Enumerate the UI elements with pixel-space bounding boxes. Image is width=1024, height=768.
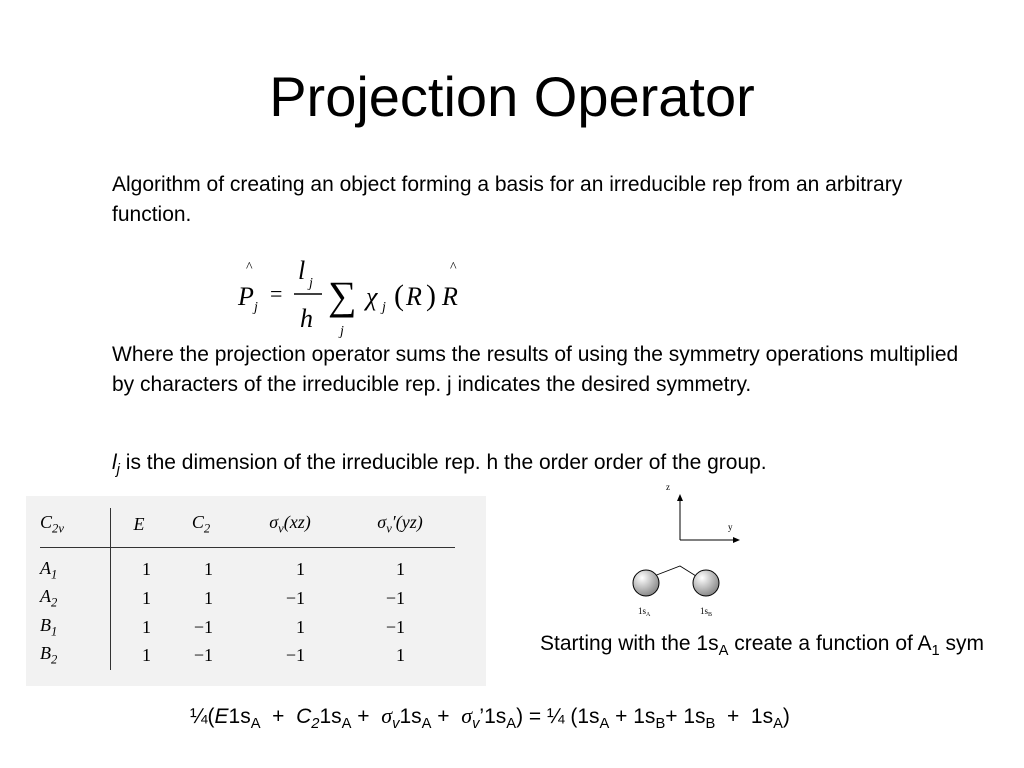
row-label-b1: $B_1$	[40, 613, 111, 642]
table-row	[40, 641, 455, 670]
col-header-sigma-v-xz: $\sigma_v(xz)$	[235, 508, 345, 547]
chi-symbol: χ	[366, 282, 378, 311]
group-header: $C_{2v}$	[40, 508, 111, 547]
projection-formula	[232, 253, 492, 343]
row-label-a1: $A_1$	[40, 547, 111, 584]
left-paren: (	[394, 279, 404, 312]
l-numerator: l	[298, 256, 306, 285]
table-cell: 1	[396, 559, 405, 580]
h-denominator: h	[300, 304, 313, 333]
table-row	[40, 547, 455, 584]
right-paren: )	[426, 279, 436, 312]
table-cell: 1	[204, 587, 213, 608]
table-cell: 1	[396, 645, 405, 666]
slide-title: Projection Operator	[269, 65, 755, 128]
table-cell: −1	[285, 645, 305, 666]
orbital-a-label: $1s_A$	[638, 606, 651, 618]
r-symbol: R	[406, 282, 422, 311]
orbital-b-label: $1s_B$	[700, 606, 713, 618]
z-arrow-icon	[677, 494, 683, 501]
table-row	[40, 613, 455, 642]
dimension-note	[112, 448, 972, 485]
dimension-note-text: is the dimension of the irreducible rep. h the order order of the group.	[119, 451, 767, 474]
table-cell: 1	[142, 587, 151, 608]
col-header-e: E	[111, 508, 168, 547]
r-hat: ^	[450, 260, 457, 275]
table-cell: −1	[385, 587, 405, 608]
r-operator: R	[442, 282, 458, 311]
col-header-sigma-v-prime-yz: $\sigma_v'(yz)$	[345, 508, 455, 547]
col-header-c2: $C_2$	[167, 508, 235, 547]
table-cell: −1	[193, 645, 213, 666]
table-cell: 1	[142, 559, 151, 580]
table-cell: 1	[296, 616, 305, 637]
p-symbol: P	[238, 282, 254, 311]
p-hat: ^	[246, 260, 253, 275]
molecule-diagram	[618, 480, 758, 620]
sum-subscript: j	[340, 324, 344, 339]
intro-text: Algorithm of creating an object forming a basis for an irreducible rep from an arbitrary function.	[112, 173, 903, 226]
y-axis-label: y	[728, 522, 733, 532]
j-subscript: j	[116, 462, 120, 479]
character-table	[40, 508, 455, 670]
row-label-a2: $A_2$	[40, 584, 111, 613]
l-variable: l	[112, 451, 117, 474]
equals-sign: =	[270, 281, 283, 306]
table-cell: −1	[385, 616, 405, 637]
table-cell: −1	[193, 616, 213, 637]
atom-a	[633, 570, 659, 596]
table-row	[40, 584, 455, 613]
table-cell: −1	[285, 587, 305, 608]
table-cell: 1	[204, 559, 213, 580]
z-axis-label: z	[666, 482, 670, 492]
bond-line	[654, 566, 696, 576]
chi-subscript: j	[382, 300, 386, 315]
row-label-b2: $B_2$	[40, 641, 111, 670]
l-subscript: j	[309, 276, 313, 291]
y-arrow-icon	[733, 537, 740, 543]
starting-text: Starting with the $1s_A$ create a function of $A_1$ sym	[540, 632, 985, 660]
p-subscript: j	[254, 300, 258, 315]
sum-symbol: ∑	[328, 273, 357, 318]
table-cell: 1	[142, 645, 151, 666]
table-cell: 1	[296, 559, 305, 580]
atom-b	[693, 570, 719, 596]
projection-result-equation: $\frac{1}{4}(E1s_A + C_21s_A + \sigma_v1s_A$ + $\sigma_v’1s_A$) = ¼ $(1s_A + 1s_B+ 1s_B + 1s_A)$	[190, 703, 790, 733]
description-text: Where the projection operator sums the results of using the symmetry operations multiplied by characters of the irreducible rep. j indicates the desired symmetry.	[112, 343, 959, 396]
character-table-panel	[26, 496, 486, 686]
table-cell: 1	[142, 616, 151, 637]
